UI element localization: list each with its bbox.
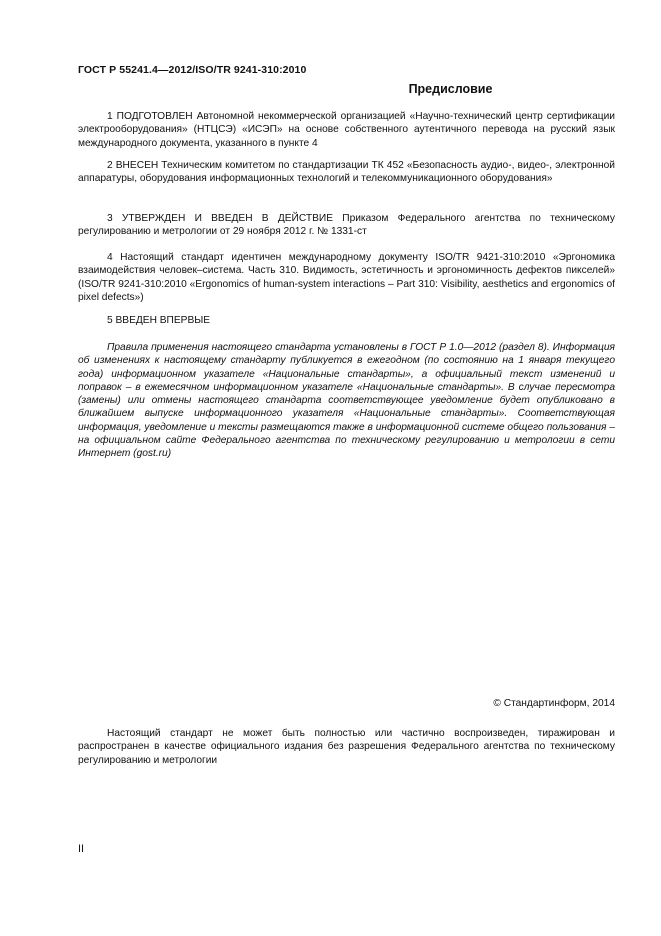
page-number: II: [78, 843, 85, 855]
paragraph-approved: 3 УТВЕРЖДЕН И ВВЕДЕН В ДЕЙСТВИЕ Приказом Федерального агентства по техническому регулированию и метрологии от 29 ноября 2012 г. № 1331-ст: [78, 213, 615, 238]
paragraph-prepared-by: 1 ПОДГОТОВЛЕН Автономной некоммерческой организацией «Научно-технический центр сертификации электрооборудования» (НТЦСЭ) «ИСЭП» на основе собственного аутентичного перевода на русский язык международного документа, указанного в пункте 4: [78, 111, 615, 149]
paragraph-submitted-by: 2 ВНЕСЕН Техническим комитетом по стандартизации ТК 452 «Безопасность аудио-, видео-, электронной аппаратуры, оборудования информационных технологий и телекоммуникационного оборудования»: [78, 160, 615, 185]
paragraph-application-rules: Правила применения настоящего стандарта установлены в ГОСТ Р 1.0—2012 (раздел 8). Информация об изменениях к настоящему стандарту публикуется в ежегодном (по состоянию на 1 января текущего года) информационном указателе «Национальные стандарты», а официальный текст изменений и поправок – в ежемесячном информационном указателе «Национальные стандарты». В случае пересмотра (замены) или отмены настоящего стандарта соответствующее уведомление будет опубликовано в ближайшем выпуске информационного указателя «Национальные стандарты». Соответствующая информация, уведомление и тексты размещаются также в информационной системе общего пользования – на официальном сайте Федерального агентства по техническому регулированию и метрологии в сети Интернет (gost.ru): [78, 342, 615, 460]
page-title: [0, 82, 661, 96]
paragraph-identical-standard: 4 Настоящий стандарт идентичен международному документу ISO/TR 9421-310:2010 «Эргономика взаимодействия человек–система. Часть 310. Видимость, эстетичность и эргономичность дефектов пикселей» (ISO/TR 9241-310:2010 «Ergonomics of human-system interactions – Part 310: Visibility, aesthetics and ergonomics of pixel defects»): [78, 252, 615, 303]
copyright-notice: © Стандартинформ, 2014: [493, 698, 615, 709]
paragraph-introduced-first: 5 ВВЕДЕН ВПЕРВЫЕ: [107, 315, 211, 326]
page-title-text: Предисловие: [408, 82, 493, 96]
document-header: ГОСТ Р 55241.4—2012/ISO/TR 9241-310:2010: [78, 64, 307, 76]
paragraph-reproduction-notice: Настоящий стандарт не может быть полностью или частично воспроизведен, тиражирован и распространен в качестве официального издания без разрешения Федерального агентства по техническому регулированию и метрологии: [78, 728, 615, 766]
